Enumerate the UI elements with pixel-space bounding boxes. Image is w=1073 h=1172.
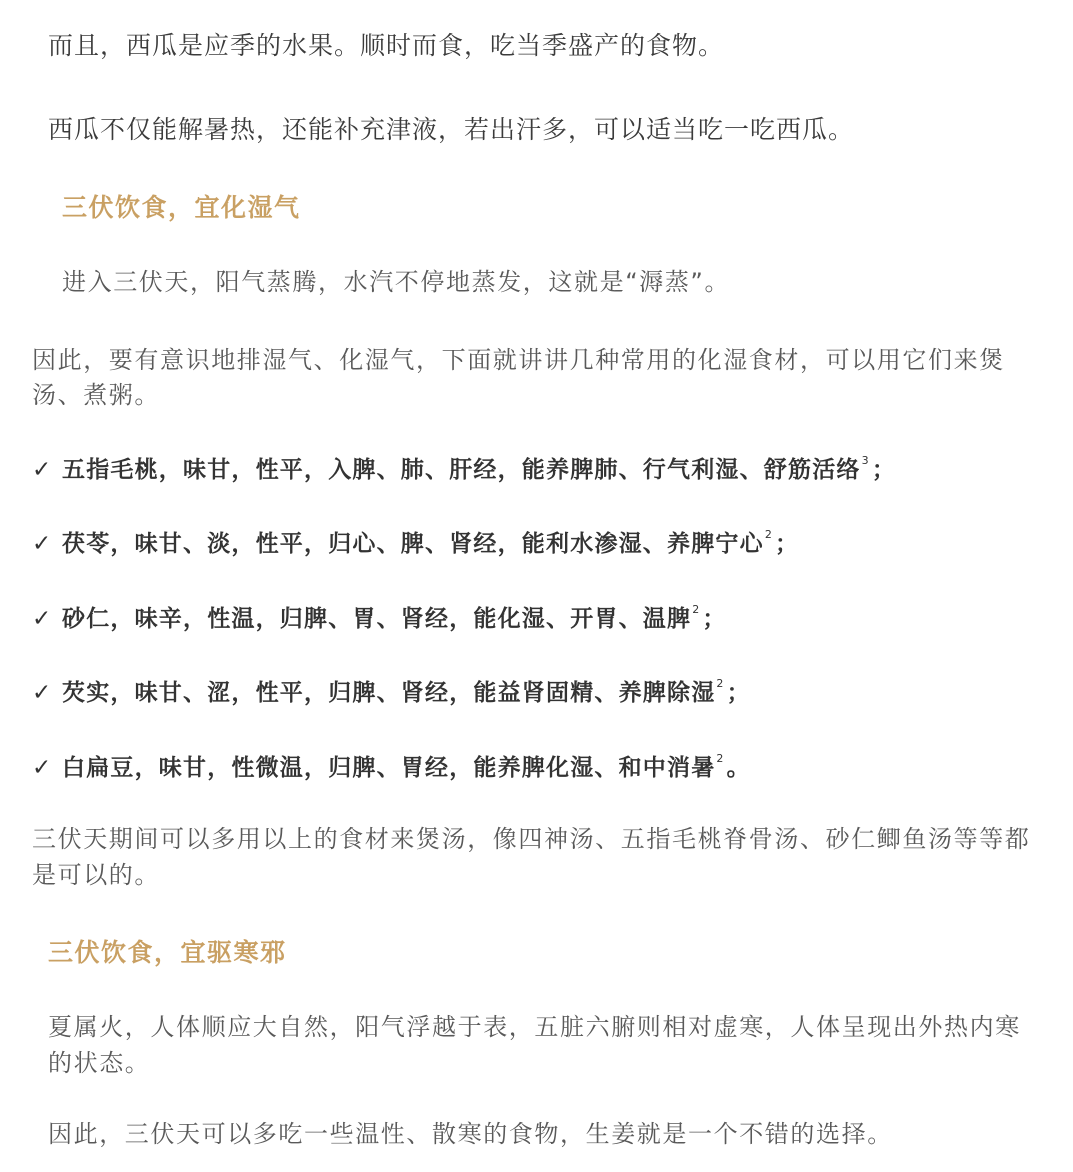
ingredient-end-punct: ； [726,680,751,706]
ingredient-end-punct: ； [775,531,800,557]
reference-number: 2 [764,528,774,541]
section-heading-cold: 三伏饮食，宜驱寒邪 [48,938,287,967]
paragraph-soup-suggestions-line1: 三伏天期间可以多用以上的食材来煲汤，像四神汤、五指毛桃脊骨汤、砂仁鲫鱼汤等等都 [32,825,1031,853]
checkmark-icon: ✓ [32,680,53,706]
reference-number: 2 [692,603,701,616]
ingredient-item [32,600,727,633]
checkmark-icon: ✓ [32,457,53,483]
paragraph-summer-fire-line2: 的状态。 [48,1049,151,1077]
ingredient-text: 芡实，味甘、涩，性平，归脾、肾经，能益肾固精、养脾除湿 [62,680,716,706]
ingredient-item [32,525,799,558]
paragraph-watermelon-benefits: 西瓜不仅能解暑热，还能补充津液，若出汗多，可以适当吃一吃西瓜。 [48,115,855,144]
paragraph-remove-dampness-line2: 汤、煮粥。 [32,381,160,409]
paragraph-ginger-suggestion: 因此，三伏天可以多吃一些温性、散寒的食物，生姜就是一个不错的选择。 [48,1120,893,1148]
ingredient-end-punct: 。 [726,755,751,781]
paragraph-sanfu-intro: 进入三伏天，阳气蒸腾，水汽不停地蒸发，这就是“溽蒸”。 [62,268,731,296]
reference-number: 2 [716,752,725,765]
reference-number: 2 [716,677,725,690]
paragraph-remove-dampness-line1: 因此，要有意识地排湿气、化湿气，下面就讲讲几种常用的化湿食材，可以用它们来煲 [32,346,1005,374]
ingredient-text: 茯苓，味甘、淡，性平，归心、脾、肾经，能利水渗湿、养脾宁心 [62,531,764,557]
checkmark-icon: ✓ [32,531,53,557]
checkmark-icon: ✓ [32,606,53,632]
paragraph-summer-fire-line1: 夏属火，人体顺应大自然，阳气浮越于表，五脏六腑则相对虚寒，人体呈现出外热内寒 [48,1013,1021,1041]
ingredient-text: 砂仁，味辛，性温，归脾、胃、肾经，能化湿、开胃、温脾 [62,606,692,632]
ingredient-end-punct: ； [871,457,897,483]
ingredient-item [32,749,751,782]
ingredient-text: 五指毛桃，味甘，性平，入脾、肺、肝经，能养脾肺、行气利湿、舒筋活络 [62,457,861,483]
reference-number: 3 [861,454,870,467]
ingredient-text: 白扁豆，味甘，性微温，归脾、胃经，能养脾化湿、和中消暑 [62,755,716,781]
paragraph-soup-suggestions-line2: 是可以的。 [32,861,160,889]
section-heading-dampness: 三伏饮食，宜化湿气 [62,193,301,222]
checkmark-icon: ✓ [32,755,53,781]
ingredient-end-punct: ； [702,606,727,632]
paragraph-watermelon-seasonal: 而且，西瓜是应季的水果。顺时而食，吃当季盛产的食物。 [48,31,725,60]
ingredient-item [32,674,751,707]
ingredient-item [32,451,896,484]
